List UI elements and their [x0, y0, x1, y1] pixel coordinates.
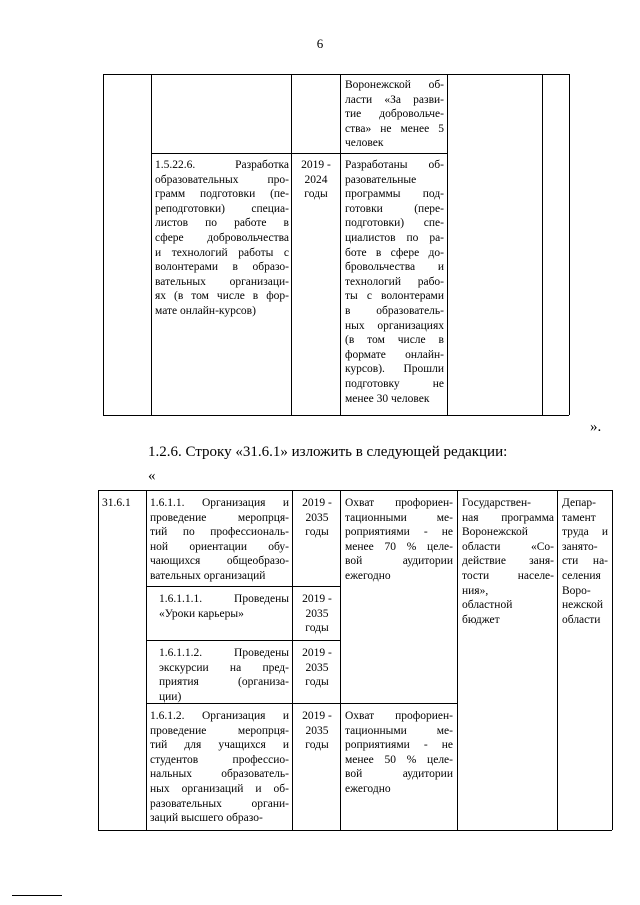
footer-rule [12, 895, 62, 896]
cell-line: разовательные [345, 173, 417, 186]
cell-line: ной ориентации обу- [150, 540, 289, 553]
cell-line: действие заня- [462, 555, 554, 568]
cell-line: годы [304, 188, 328, 201]
cell-line: ях (в том числе в фор- [155, 290, 289, 303]
cell-line: листов по работе в [155, 217, 289, 230]
cell-line: занято- [562, 540, 598, 553]
cell-line: годы [305, 622, 329, 635]
cell-line: 2035 [305, 661, 329, 674]
measure-1-6-1-1-1 [159, 592, 289, 621]
cell-line: роприятиями - не [345, 739, 453, 752]
cell-line: ния», [462, 584, 489, 597]
period-1-6-1-1 [294, 496, 340, 540]
paragraph-1-2-6: 1.2.6. Строку «31.6.1» изложить в следующей редакции: [148, 444, 508, 460]
measure-1-6-1-2 [150, 709, 289, 826]
cell-line: менее 70 % целе- [345, 540, 453, 553]
cell-line: 2019 - [302, 647, 332, 659]
cell-line: ежегодно [345, 569, 391, 582]
cell-line: 2035 [305, 724, 329, 737]
cell-line: сти на- [562, 555, 608, 568]
program-cell [462, 496, 554, 627]
cell-line: технологий рабо- [345, 275, 444, 288]
cell-line: подготовку не [345, 377, 444, 390]
period-1-6-1-2 [294, 709, 340, 753]
cell-line: и технологий работы с [155, 246, 289, 259]
cell-line: Охват профориен- [345, 710, 453, 722]
cell-line: сфере добровольчества [155, 231, 289, 244]
cell-line: ных организаций и об- [150, 782, 289, 795]
cell-line: Государствен- [462, 497, 531, 509]
cell-line: вой аудитории [345, 768, 453, 781]
cell-line: ных организациях [345, 319, 444, 332]
cell-line: человек [345, 137, 384, 150]
cell-line: 1.6.1.1.1. Проведены [159, 593, 289, 605]
cell-line: тационными ме- [345, 511, 453, 524]
cell-line: 2019 - [301, 159, 331, 171]
cell-line: экскурсии на пред- [159, 661, 289, 674]
cell-line: 1.6.1.2. Организация и [150, 710, 289, 722]
cell-line: области [562, 613, 601, 626]
cell-line: мате онлайн-курсов) [155, 304, 256, 317]
cell-line: разовательных органи- [150, 797, 289, 810]
cell-line: Разработаны об- [345, 159, 444, 171]
measure-1-5-22-6 [155, 158, 289, 319]
cell-line: проведение меропрця- [150, 511, 289, 524]
cell-line: чающихся общеобразо- [150, 555, 289, 568]
cell-line: 2019 - [302, 497, 332, 509]
cell-line: годы [305, 676, 329, 689]
cell-line: вательных организаций [150, 569, 266, 582]
cell-line: 2035 [305, 607, 329, 620]
cell-line: тости населе- [462, 569, 554, 582]
cell-line: тационными ме- [345, 724, 453, 737]
cell-line: менее 50 % целе- [345, 753, 453, 766]
cell-line: 2019 - [302, 710, 332, 722]
row-number: 31.6.1 [102, 497, 131, 509]
cell-line: вательных организаци- [155, 275, 289, 288]
cell-line: тамент [562, 511, 596, 524]
cell-line: боте в сфере до- [345, 246, 444, 259]
cell-line: реподготовки) специа- [155, 202, 289, 215]
cell-line: областной [462, 599, 513, 612]
cell-line: образовательных про- [155, 173, 289, 186]
cell-line: 2019 - [302, 593, 332, 605]
open-quote: « [148, 468, 156, 484]
cell-line: циалистов по ра- [345, 231, 444, 244]
cell-line: тие добровольче- [345, 108, 444, 121]
cell-line: приятия (организа- [159, 676, 289, 689]
cell-line: грамм подготовки (пе- [155, 188, 289, 201]
cell-line: бюджет [462, 613, 500, 626]
cell-line: тий для учащихся и [150, 739, 289, 752]
cell-line: программы под- [345, 188, 444, 201]
cell-line: нежской [562, 599, 604, 612]
cell-line: 1.6.1.1.2. Проведены [159, 647, 289, 659]
cell-line: годы [305, 739, 329, 752]
cell-line: формате онлайн- [345, 348, 444, 361]
result-1-5-22-6 [345, 158, 444, 406]
cell-line: вой аудитории [345, 555, 453, 568]
cell-line: в образователь- [345, 304, 444, 317]
cell-line: ты с волонтерами [345, 290, 444, 303]
result-1-6-1-2 [345, 709, 453, 797]
cell-line: области «Со- [462, 540, 554, 553]
cell-line: ции) [159, 690, 182, 703]
measure-1-6-1-1-2 [159, 646, 289, 704]
cell-line: студентов профессио- [150, 753, 289, 766]
cell-line: роприятиями - не [345, 526, 453, 539]
cell-line: 1.6.1.1. Организация и [150, 497, 289, 509]
cell-line: тий по профессиональ- [150, 526, 289, 539]
cell-line: Депар- [562, 497, 596, 509]
executor-cell [562, 496, 608, 627]
cell-line: Воро- [562, 584, 591, 597]
cell-line: селения [562, 569, 601, 582]
cell-line: труда и [562, 526, 608, 539]
cell-line: 1.5.22.6. Разработка [155, 159, 289, 171]
cell-line: 2024 [304, 173, 328, 186]
cell-line: готовки (пере- [345, 202, 444, 215]
cell-line: курсов). Прошли [345, 363, 444, 376]
cell-line: бровольчества и [345, 261, 444, 274]
cell-line: ная программа [462, 511, 554, 524]
cell-line: менее 30 человек [345, 392, 430, 405]
period-1-5-22-6 [293, 158, 339, 202]
cell-line: Воронежской [462, 526, 528, 539]
cell-line: ежегодно [345, 782, 391, 795]
cell-line: «Уроки карьеры» [159, 607, 244, 620]
cell-line: (в том числе в [345, 334, 444, 347]
cell-line: Воронежской об- [345, 79, 444, 91]
cell-line: годы [305, 526, 329, 539]
result-1-6-1-1 [345, 496, 453, 584]
page-number: 6 [316, 36, 324, 51]
cell-line: нальных образователь- [150, 768, 289, 781]
cell-line: ства» не менее 5 [345, 122, 444, 135]
cell-line: волонтерами в образо- [155, 261, 289, 274]
cell-line: Охват профориен- [345, 497, 453, 509]
prev-row-result [345, 78, 444, 151]
cell-line: подготовки) спе- [345, 217, 444, 230]
cell-line: 2035 [305, 511, 329, 524]
period-1-6-1-1-1 [294, 592, 340, 636]
measure-1-6-1-1 [150, 496, 289, 584]
cell-line: заций высшего образо- [150, 812, 263, 825]
cell-line: ласти «За разви- [345, 93, 444, 106]
cell-line: проведение меропрця- [150, 724, 289, 737]
period-1-6-1-1-2 [294, 646, 340, 690]
closing-quote: ». [590, 419, 602, 435]
